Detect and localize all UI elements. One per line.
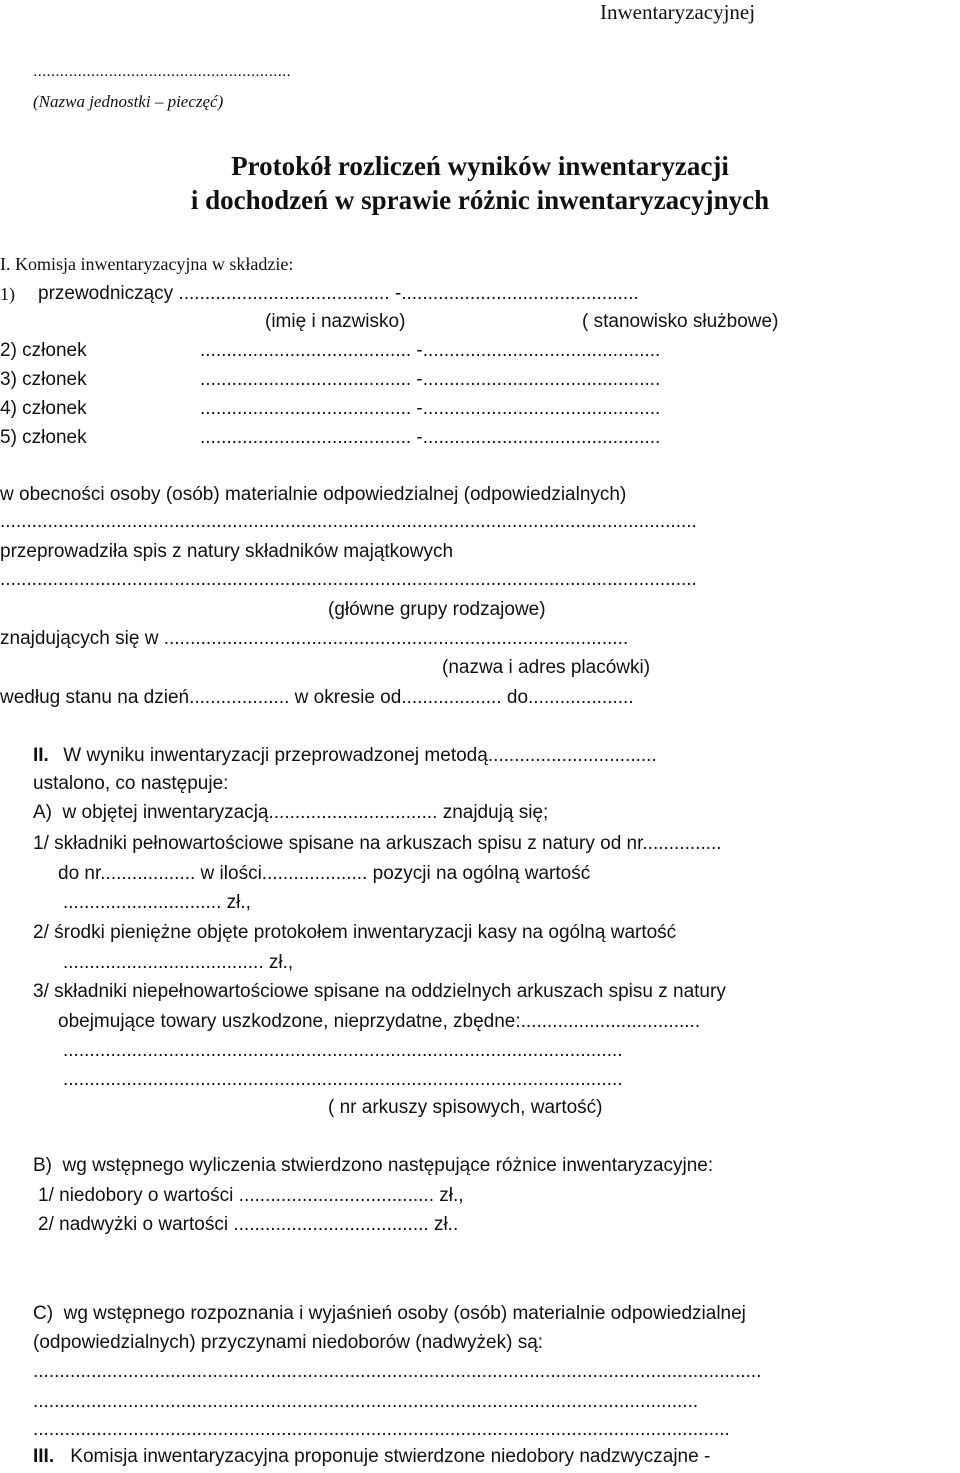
caption-position: ( stanowisko służbowe) [582,311,779,332]
section-2-a1c: .............................. zł., [63,892,251,913]
member-2-label: 2) członek [0,340,87,361]
chair-number: 1) [0,284,15,304]
section-2-b: B) wg wstępnego wyliczenia stwierdzono następujące różnice inwentaryzacyjne: [33,1155,714,1176]
document-category: Inwentaryzacyjnej [600,0,756,24]
section-2-line1: W wyniku inwentaryzacji przeprowadzonej metodą................................ [58,745,657,766]
section-2-c4: .............................................................................................................................. [33,1391,699,1412]
member-4-dots: ........................................ -............................................. [200,398,661,419]
carried-out-dots: .................................................................................................................................... [0,569,697,590]
member-5-label: 5) członek [0,427,87,448]
section-2-a2b: ...................................... zł., [63,952,294,973]
section-2-a2: 2/ środki pieniężne objęte protokołem inwentaryzacji kasy na ogólną wartość [33,922,677,943]
section-3-number: III. [33,1446,55,1467]
unit-stamp-caption: (Nazwa jednostki – pieczęć) [33,92,224,111]
caption-groups: (główne grupy rodzajowe) [328,599,546,620]
section-2-a3b: obejmujące towary uszkodzone, nieprzydatne, zbędne:.................................. [58,1011,701,1032]
member-3-dots: ........................................ -............................................. [200,369,661,390]
section-2-c2: (odpowiedzialnych) przyczynami niedoborów (nadwyżek) są: [33,1332,544,1353]
section-2-c3: .......................................................................................................................................... [33,1361,762,1382]
section-1-heading: I. Komisja inwentaryzacyjna w składzie: [0,254,294,274]
located-line: znajdujących się w ........................................................................................ [0,628,629,649]
caption-sheets: ( nr arkuszy spisowych, wartość) [328,1097,603,1118]
document-title-line2: i dochodzeń w sprawie różnic inwentaryzacyjnych [190,185,770,215]
member-4-label: 4) członek [0,398,87,419]
section-2-a1: 1/ składniki pełnowartościowe spisane na arkuszach spisu z natury od nr............... [33,833,722,854]
section-2-a3d: .......................................................................................................... [63,1069,623,1090]
section-2-c: C) wg wstępnego rozpoznania i wyjaśnień osoby (osób) materialnie odpowiedzialnej [33,1303,746,1324]
section-3-text: Komisja inwentaryzacyjna proponuje stwierdzone niedobory nadzwyczajne - [65,1446,711,1467]
section-2-b2: 2/ nadwyżki o wartości ..................................... zł.. [38,1214,459,1235]
member-5-dots: ........................................ -............................................. [200,427,661,448]
chair-line: przewodniczący ........................................ -............................................. [38,283,639,304]
member-3-label: 3) członek [0,369,87,390]
document-title-line1: Protokół rozliczeń wyników inwentaryzacji [231,151,729,181]
section-2-b1: 1/ niedobory o wartości ..................................... zł., [38,1185,464,1206]
member-2-dots: ........................................ -............................................. [200,340,661,361]
caption-name: (imię i nazwisko) [265,311,406,332]
caption-place: (nazwa i adres placówki) [442,657,651,678]
presence-dots: .................................................................................................................................... [0,511,697,532]
section-2-line2: ustalono, co następuje: [33,773,229,794]
section-2-a: A) w objętej inwentaryzacją................................ znajdują się; [33,802,549,823]
section-2-a3c: .......................................................................................................... [63,1040,623,1061]
section-2-a3: 3/ składniki niepełnowartościowe spisane na oddzielnych arkuszach spisu z natury [33,981,726,1002]
section-2-a1b: do nr.................. w ilości.................... pozycji na ogólną wartość [58,863,591,884]
unit-stamp-dots: .......................................................... [33,63,291,80]
section-2-number: II. [33,745,49,766]
presence-line: w obecności osoby (osób) materialnie odpowiedzialnej (odpowiedzialnych) [0,484,627,505]
section-2-c5: .................................................................................................................................... [33,1419,730,1440]
carried-out-line: przeprowadziła spis z natury składników majątkowych [0,541,454,562]
as-of-line: według stanu na dzień................... w okresie od................... do.................... [0,687,634,708]
